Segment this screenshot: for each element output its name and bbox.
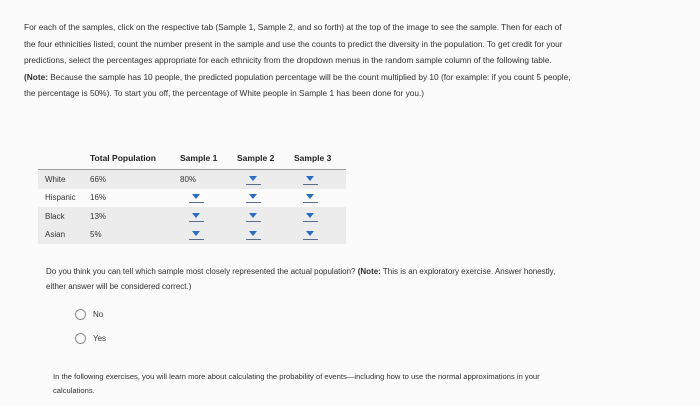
instructions [24, 19, 684, 102]
dropdown-black-sample-2[interactable] [246, 211, 261, 222]
footer-line-2: calculations. [53, 386, 95, 395]
radio-option-no[interactable] [75, 309, 103, 320]
table-row-hispanic [38, 189, 346, 208]
question-note-label: (Note: [357, 267, 381, 276]
dropdown-asian-sample-1[interactable] [189, 229, 204, 240]
instructions-line-4-text: Because the sample has 10 people, the predicted population percentage will be the count multiplied by 10 (for example: if you count 5 people, [47, 71, 571, 82]
dropdown-black-sample-1[interactable] [189, 211, 204, 222]
instructions-line-3: predictions, select the percentages appropriate for each ethnicity from the dropdown menus in the random sample column of the following table. [24, 55, 552, 65]
total-population-value: 66% [90, 170, 180, 189]
dropdown-hispanic-sample-1[interactable] [189, 192, 204, 203]
dropdown-hispanic-sample-3[interactable] [303, 192, 318, 203]
dropdown-white-sample-3[interactable] [303, 174, 318, 185]
dropdown-asian-sample-3[interactable] [303, 229, 318, 240]
question-prefix: Do you think you can tell which sample most closely represented the actual population? [46, 267, 358, 276]
instructions-line-5: the percentage is 50%). To start you off, the percentage of White people in Sample 1 has been done for you.) [24, 88, 425, 98]
dropdown-white-sample-2[interactable] [246, 174, 261, 185]
total-population-value: 16% [90, 193, 107, 203]
instructions-line-4 [24, 69, 684, 86]
header-sample-1: Sample 1 [180, 151, 237, 170]
question-text [46, 264, 656, 294]
ethnicity-table [38, 151, 346, 244]
header-ethnicity [38, 151, 90, 170]
sample-1-value: 80% [180, 170, 237, 189]
instructions-line-1: For each of the samples, click on the respective tab (Sample 1, Sample 2, and so forth) at the top of the image to see the sample. Then for each of [24, 22, 562, 32]
note-label: (Note: [24, 71, 48, 82]
table-row-black [38, 207, 346, 226]
total-population-value: 5% [90, 226, 180, 245]
radio-button-yes[interactable] [75, 333, 86, 344]
radio-button-no[interactable] [75, 309, 86, 320]
ethnicity-label: White [38, 170, 90, 189]
radio-label-no: No [93, 310, 104, 319]
table-row-asian [38, 226, 346, 245]
dropdown-asian-sample-2[interactable] [246, 229, 261, 240]
table-header-row [38, 151, 346, 170]
question-line-1 [46, 264, 656, 279]
radio-option-yes[interactable] [75, 333, 106, 344]
footer-line-1: In the following exercises, you will learn more about calculating the probability of events—including how to use the normal approximations in your [53, 372, 540, 381]
dropdown-black-sample-3[interactable] [303, 211, 318, 222]
table-row-white [38, 170, 346, 189]
question-line-2: either answer will be considered correct.) [46, 282, 192, 291]
footer-text [53, 370, 653, 398]
total-population-value: 13% [90, 207, 180, 226]
header-sample-3: Sample 3 [294, 151, 346, 170]
ethnicity-label: Black [38, 207, 90, 226]
radio-label-yes: Yes [93, 334, 107, 343]
header-sample-2: Sample 2 [237, 151, 294, 170]
question-suffix: This is an exploratory exercise. Answer honestly, [380, 267, 556, 276]
instructions-line-2: the four ethnicities listed, count the number present in the sample and use the counts to predict the diversity in the population. To get credit for your [24, 38, 563, 49]
ethnicity-label: Hispanic [45, 193, 76, 203]
dropdown-hispanic-sample-2[interactable] [246, 192, 261, 203]
header-total-population: Total Population [90, 151, 180, 170]
ethnicity-label: Asian [38, 226, 90, 245]
